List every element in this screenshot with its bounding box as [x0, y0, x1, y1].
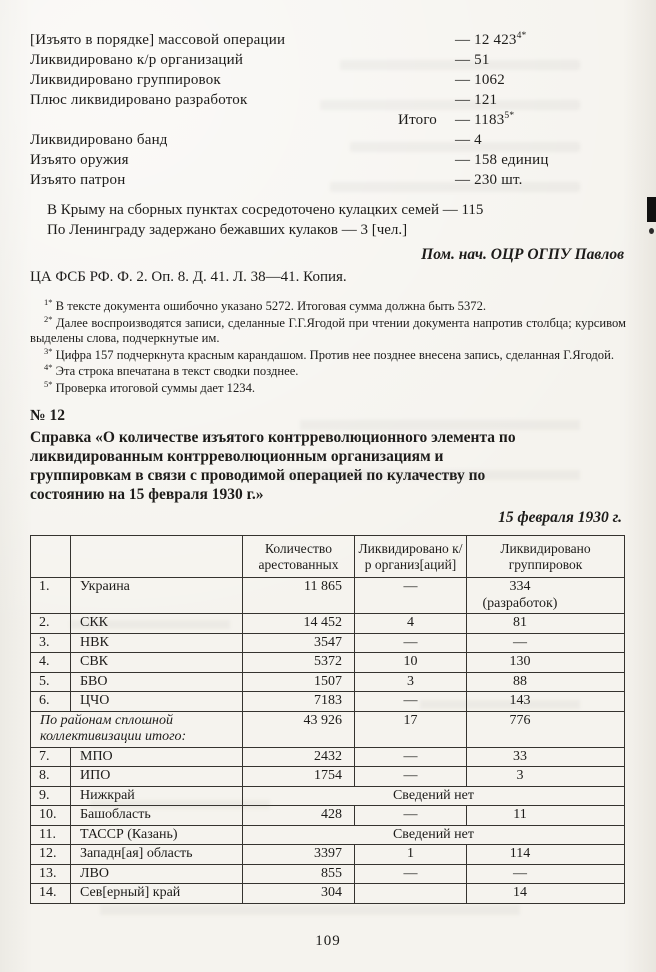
row-label: Башобласть [71, 806, 243, 826]
groups-liquidated-cell: 88 [467, 672, 625, 692]
arrested-count-cell: 855 [243, 864, 355, 884]
document-title: Справка «О количестве изъятого контрреволюционного элемента по ликвидированным контрреволюционным организациям и группировкам в связи с проводимой операцией по кулачеству по состоянию на 15 февраля 1930 г.» [30, 429, 516, 503]
table-row [31, 692, 625, 712]
row-number: 3. [31, 633, 71, 653]
table-row [31, 884, 625, 904]
stat-value: — 51 [455, 52, 490, 68]
footnote-marker: 2* [44, 313, 53, 324]
table-row [31, 825, 625, 845]
arrested-count-cell: 1754 [243, 767, 355, 787]
stat-row [30, 110, 626, 130]
bleed-through-artifact [100, 905, 520, 915]
table-header-row [31, 536, 625, 578]
table-row [31, 786, 625, 806]
row-number: 7. [31, 747, 71, 767]
no-data-cell: Сведений нет [243, 825, 625, 845]
row-label: Сев[ерный] край [71, 884, 243, 904]
groups-liquidated-cell: — [467, 864, 625, 884]
row-label: МПО [71, 747, 243, 767]
table-row [31, 806, 625, 826]
row-number: 9. [31, 786, 71, 806]
table-row [31, 578, 625, 614]
row-number: 14. [31, 884, 71, 904]
row-number: 1. [31, 578, 71, 614]
stat-label: [Изъято в порядке] массовой операции [30, 32, 286, 48]
row-label: Украина [71, 578, 243, 614]
row-label: ИПО [71, 767, 243, 787]
row-number: 12. [31, 845, 71, 865]
footnote-marker: 4* [44, 361, 53, 372]
stat-label: Итого [398, 112, 437, 128]
orgs-liquidated-cell: — [355, 633, 467, 653]
row-number: 2. [31, 614, 71, 634]
table-row [31, 767, 625, 787]
row-number: 10. [31, 806, 71, 826]
footnote: $^{5*}$ Проверка итоговой суммы дает 1234. [44, 378, 256, 395]
orgs-liquidated-cell: — [355, 747, 467, 767]
note-paragraph-crimea: В Крыму на сборных пунктах сосредоточено кулацких семей — 115 [47, 202, 484, 218]
stat-row [30, 130, 626, 150]
orgs-liquidated-cell: 4 [355, 614, 467, 634]
document-date: 15 февраля 1930 г. [498, 509, 622, 526]
table-row [31, 747, 625, 767]
stats-rows [30, 30, 626, 190]
row-label: НВК [71, 633, 243, 653]
groups-liquidated-cell: 334 (разработок) [467, 578, 625, 614]
row-label: ЛВО [71, 864, 243, 884]
arrested-count-cell: 43 926 [243, 711, 355, 747]
groups-liquidated-cell: 11 [467, 806, 625, 826]
archive-reference: ЦА ФСБ РФ. Ф. 2. Оп. 8. Д. 41. Л. 38—41. Копия. [30, 269, 347, 285]
row-label: По районам сплошной коллективизации итого: [31, 711, 243, 747]
table-row [31, 672, 625, 692]
stat-row [30, 90, 626, 110]
orgs-liquidated-cell: 10 [355, 653, 467, 673]
header-arrested-col: Количество арестованных [243, 536, 355, 578]
stat-value: — 158 единиц [455, 152, 549, 168]
scan-edge-dot [649, 228, 654, 234]
orgs-liquidated-cell: 17 [355, 711, 467, 747]
stat-value: — $1183^{5*}$ [455, 111, 515, 128]
stat-label: Изъято патрон [30, 172, 126, 188]
groups-liquidated-cell: — [467, 633, 625, 653]
row-number: 4. [31, 653, 71, 673]
table-row [31, 614, 625, 634]
arrested-count-cell: 3547 [243, 633, 355, 653]
groups-liquidated-cell: 33 [467, 747, 625, 767]
stat-value: — 1062 [455, 72, 505, 88]
stats-block [30, 30, 626, 190]
row-label: БВО [71, 672, 243, 692]
footnote: $^{3*}$ Цифра 157 подчеркнута красным карандашом. Против нее позднее внесена запись, сделанная Г.Ягодой. [44, 345, 614, 362]
stat-label: Ликвидировано банд [30, 132, 168, 148]
groups-note: (разработок) [482, 595, 558, 611]
table-row [31, 711, 625, 747]
header-groups-col: Ликвидировано группировок [467, 536, 625, 578]
footnotes [30, 296, 626, 396]
stat-label: Ликвидировано группировок [30, 72, 221, 88]
footnote-marker: 1* [44, 296, 53, 307]
note-paragraph-leningrad: По Ленинграду задержано бежавших кулаков — 3 [чел.] [47, 222, 408, 238]
row-number: 11. [31, 825, 71, 845]
orgs-liquidated-cell [355, 884, 467, 904]
row-number: 8. [31, 767, 71, 787]
row-label: СКК [71, 614, 243, 634]
row-number: 13. [31, 864, 71, 884]
row-label: ТАССР (Казань) [71, 825, 243, 845]
report-table-body [31, 578, 625, 904]
stat-value: — 12 $423^{4*}$ [455, 31, 527, 48]
groups-liquidated-cell: 14 [467, 884, 625, 904]
arrested-count-cell: 1507 [243, 672, 355, 692]
header-number-col [31, 536, 71, 578]
groups-liquidated-cell: 130 [467, 653, 625, 673]
table-row [31, 653, 625, 673]
footnote-ref: 5* [504, 111, 515, 121]
groups-liquidated-cell: 143 [467, 692, 625, 712]
row-label: Нижкрай [71, 786, 243, 806]
row-label: СВК [71, 653, 243, 673]
arrested-count-cell: 304 [243, 884, 355, 904]
footnote: $^{4*}$ Эта строка впечатана в текст сводки позднее. [44, 361, 299, 378]
stat-row [30, 30, 626, 50]
footnote: $^{1*}$ В тексте документа ошибочно указано 5272. Итоговая сумма должна быть 5372. [44, 296, 487, 313]
arrested-count-cell: 3397 [243, 845, 355, 865]
table-row [31, 845, 625, 865]
stat-row [30, 170, 626, 190]
header-orgs-col: Ликвидировано к/р организ[аций] [355, 536, 467, 578]
orgs-liquidated-cell: 1 [355, 845, 467, 865]
groups-liquidated-cell: 3 [467, 767, 625, 787]
stat-value: — 121 [455, 92, 498, 108]
arrested-count-cell: 14 452 [243, 614, 355, 634]
row-number: 6. [31, 692, 71, 712]
document-number: № 12 [30, 407, 65, 424]
orgs-liquidated-cell: — [355, 864, 467, 884]
stat-row [30, 150, 626, 170]
no-data-cell: Сведений нет [243, 786, 625, 806]
scan-edge-mark [647, 197, 656, 222]
arrested-count-cell: 428 [243, 806, 355, 826]
footnote-marker: 3* [44, 345, 53, 356]
row-number: 5. [31, 672, 71, 692]
arrested-count-cell: 5372 [243, 653, 355, 673]
footnote-ref: 4* [516, 31, 527, 41]
orgs-liquidated-cell: 3 [355, 672, 467, 692]
footnote-marker: 5* [44, 378, 53, 389]
signature: Пом. нач. ОЦР ОГПУ Павлов [421, 246, 624, 263]
groups-liquidated-cell: 81 [467, 614, 625, 634]
stat-label: Плюс ликвидировано разработок [30, 92, 248, 108]
orgs-liquidated-cell: — [355, 578, 467, 614]
arrested-count-cell: 11 865 [243, 578, 355, 614]
stat-row [30, 70, 626, 90]
footnote: $^{2*}$ Далее воспроизводятся записи, сделанные Г.Г.Ягодой при чтении документа напротив столбца; курсивом выделены слова, подчеркнутые им. [30, 313, 626, 345]
report-table [30, 535, 625, 904]
groups-liquidated-cell: 776 [467, 711, 625, 747]
row-label: Западн[ая] область [71, 845, 243, 865]
row-label: ЦЧО [71, 692, 243, 712]
stat-row [30, 50, 626, 70]
orgs-liquidated-cell: — [355, 692, 467, 712]
arrested-count-cell: 2432 [243, 747, 355, 767]
orgs-liquidated-cell: — [355, 767, 467, 787]
groups-liquidated-cell: 114 [467, 845, 625, 865]
stat-label: Изъято оружия [30, 152, 129, 168]
stat-value: — 230 шт. [455, 172, 523, 188]
table-row [31, 864, 625, 884]
orgs-liquidated-cell: — [355, 806, 467, 826]
arrested-count-cell: 7183 [243, 692, 355, 712]
stat-label: Ликвидировано к/р организаций [30, 52, 244, 68]
stat-value: — 4 [455, 132, 482, 148]
header-region-col [71, 536, 243, 578]
page-number: 109 [315, 933, 341, 949]
table-row [31, 633, 625, 653]
